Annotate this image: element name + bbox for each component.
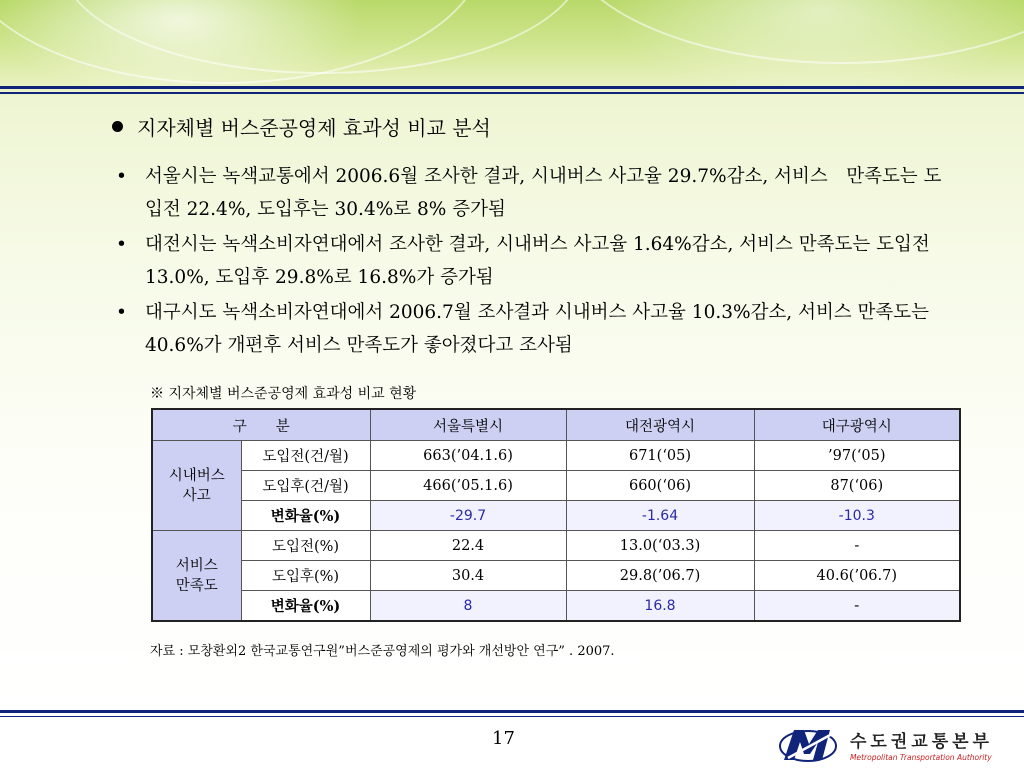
- table-row: [152, 441, 960, 471]
- table-caption: ※ 지자체별 버스준공영제 효과성 비교 현황: [150, 386, 417, 402]
- bullet-dot-icon: [112, 121, 123, 132]
- header-category: 구 분: [152, 409, 370, 441]
- heading-text: 지자체별 버스준공영제 효과성 비교 분석: [137, 116, 491, 140]
- table-cell: 30.4: [370, 561, 566, 591]
- table-cell: -: [754, 531, 960, 561]
- table-row: [152, 531, 960, 561]
- header-seoul: 서울특별시: [370, 409, 566, 441]
- table-row: [152, 501, 960, 531]
- comparison-table: [151, 408, 961, 622]
- table-cell: ’97(‘05): [754, 441, 960, 471]
- page-number: 17: [492, 728, 515, 749]
- table-cell: 466(’05.1.6): [370, 471, 566, 501]
- footer-rule: [0, 710, 1024, 713]
- row-label: 도입전(건/월): [241, 441, 370, 471]
- row-label: 변화율(%): [241, 591, 370, 622]
- table-row: [152, 471, 960, 501]
- table-row: [152, 561, 960, 591]
- table-cell: 22.4: [370, 531, 566, 561]
- header-daegu: 대구광역시: [754, 409, 960, 441]
- table-cell: 29.8(’06.7): [566, 561, 754, 591]
- group-label-accidents: 시내버스 사고: [152, 441, 241, 531]
- table-cell: 87(‘06): [754, 471, 960, 501]
- table-cell: 663(’04.1.6): [370, 441, 566, 471]
- logo-english-text: Metropolitan Transportation Authority: [850, 752, 992, 762]
- group-label-satisfaction: 서비스 만족도: [152, 531, 241, 622]
- change-value: -10.3: [754, 501, 960, 531]
- change-value: 8: [370, 591, 566, 622]
- footer-rule-thin: [0, 716, 1024, 717]
- change-value: -1.64: [566, 501, 754, 531]
- m-logo-icon: [778, 724, 840, 764]
- organization-logo: [778, 722, 1018, 766]
- slide-heading: [112, 112, 491, 141]
- source-note: 자료 : 모창환외2 한국교통연구원”버스준공영제의 평가와 개선방안 연구” . 2007.: [150, 644, 615, 659]
- table-cell: 13.0(‘03.3): [566, 531, 754, 561]
- logo-korean-text: 수도권교통본부: [850, 731, 993, 752]
- bullet-list: [112, 160, 952, 364]
- row-label: 도입후(건/월): [241, 471, 370, 501]
- table-cell: 671(‘05): [566, 441, 754, 471]
- bullet-item-daejeon: • 대전시는 녹색소비자연대에서 조사한 결과, 시내버스 사고율 1.64%감소, 서비스 만족도는 도입전 13.0%, 도입후 29.8%로 16.8%가 증가됨: [112, 228, 952, 294]
- table-header-row: [152, 409, 960, 441]
- row-label: 변화율(%): [241, 501, 370, 531]
- header-rule-thin: [0, 92, 1024, 94]
- change-value: 16.8: [566, 591, 754, 622]
- table-cell: 660(‘06): [566, 471, 754, 501]
- header-daejeon: 대전광역시: [566, 409, 754, 441]
- row-label: 도입전(%): [241, 531, 370, 561]
- change-value: -: [754, 591, 960, 622]
- header-rule: [0, 86, 1024, 89]
- change-value: -29.7: [370, 501, 566, 531]
- bullet-item-seoul: • 서울시는 녹색교통에서 2006.6월 조사한 결과, 시내버스 사고율 29.7%감소, 서비스 만족도는 도입전 22.4%, 도입후는 30.4%로 8% 증가됨: [112, 160, 952, 226]
- table-row: [152, 591, 960, 622]
- bullet-item-daegu: • 대구시도 녹색소비자연대에서 2006.7월 조사결과 시내버스 사고율 10.3%감소, 서비스 만족도는 40.6%가 개편후 서비스 만족도가 좋아졌다고 조사됨: [112, 296, 952, 362]
- table-cell: 40.6(’06.7): [754, 561, 960, 591]
- row-label: 도입후(%): [241, 561, 370, 591]
